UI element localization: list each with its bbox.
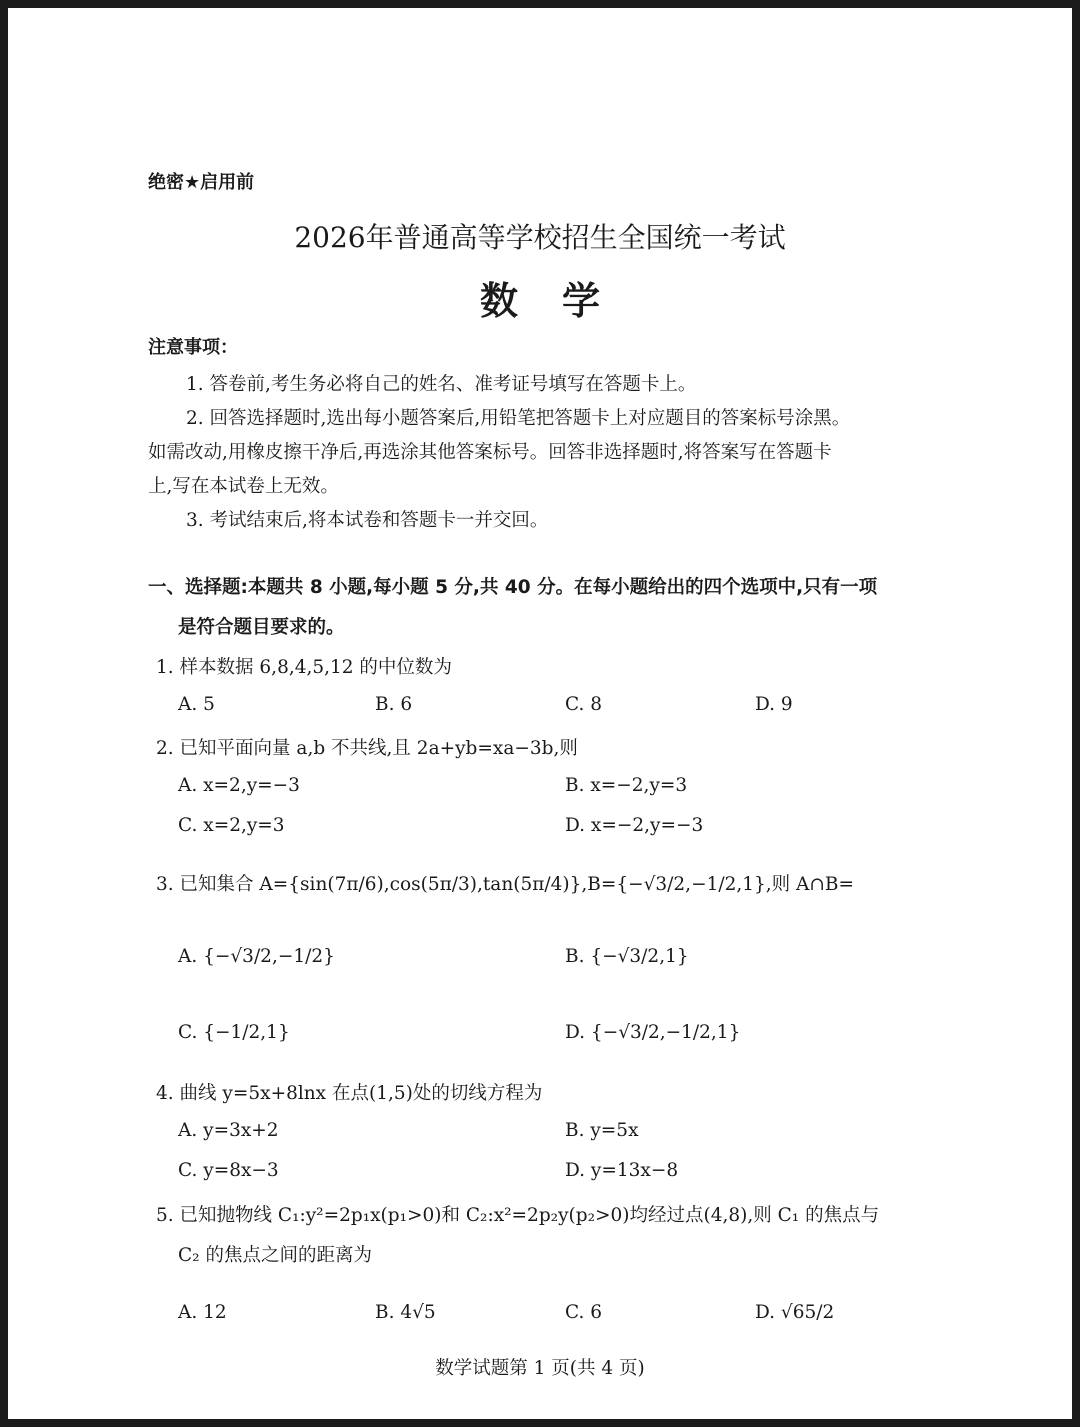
notice-item-2-cont2: 上,写在本试卷上无效。: [148, 476, 339, 497]
question-3-stem: 3. 已知集合 A={sin(7π/6),cos(5π/3),tan(5π/4)},B={−√3/2,−1/2,1},则 A∩B=: [156, 874, 854, 895]
subject-title: 数学: [479, 279, 644, 323]
q3-option-b: B. {−√3/2,1}: [565, 946, 689, 967]
notice-item-3: 3. 考试结束后,将本试卷和答题卡一并交回。: [186, 510, 549, 531]
secret-label: 绝密★启用前: [148, 172, 255, 193]
q5-option-d: D. √65/2: [755, 1302, 835, 1323]
question-2-stem: 2. 已知平面向量 a,b 不共线,且 2a+yb=xa−3b,则: [156, 738, 578, 759]
q1-option-d: D. 9: [755, 694, 793, 715]
question-4-stem: 4. 曲线 y=5x+8lnx 在点(1,5)处的切线方程为: [156, 1083, 543, 1104]
q4-option-a: A. y=3x+2: [178, 1120, 279, 1141]
notice-item-2-cont: 如需改动,用橡皮擦干净后,再选涂其他答案标号。回答非选择题时,将答案写在答题卡: [148, 442, 832, 463]
q3-option-d: D. {−√3/2,−1/2,1}: [565, 1022, 741, 1043]
section-heading: 一、选择题:本题共 8 小题,每小题 5 分,共 40 分。在每小题给出的四个选项中,只有一项: [148, 577, 878, 598]
q4-option-d: D. y=13x−8: [565, 1160, 679, 1181]
q1-option-b: B. 6: [375, 694, 413, 715]
q4-option-c: C. y=8x−3: [178, 1160, 279, 1181]
exam-title: 2026年普通高等学校招生全国统一考试: [294, 221, 786, 254]
q2-option-a: A. x=2,y=−3: [178, 775, 300, 796]
q1-option-c: C. 8: [565, 694, 603, 715]
question-1-stem: 1. 样本数据 6,8,4,5,12 的中位数为: [156, 657, 452, 678]
exam-page: [8, 8, 1072, 1419]
q5-option-b: B. 4√5: [375, 1302, 436, 1323]
q3-option-c: C. {−1/2,1}: [178, 1022, 290, 1043]
q3-option-a: A. {−√3/2,−1/2}: [178, 946, 335, 967]
section-heading-cont: 是符合题目要求的。: [178, 617, 345, 638]
question-5-stem-cont: C₂ 的焦点之间的距离为: [178, 1245, 372, 1266]
page-footer: 数学试题第 1 页(共 4 页): [435, 1358, 645, 1379]
q2-option-b: B. x=−2,y=3: [565, 775, 688, 796]
notice-title: 注意事项：: [148, 337, 238, 358]
q5-option-c: C. 6: [565, 1302, 603, 1323]
q4-option-b: B. y=5x: [565, 1120, 639, 1141]
q5-option-a: A. 12: [178, 1302, 227, 1323]
question-5-stem: 5. 已知抛物线 C₁:y²=2p₁x(p₁>0)和 C₂:x²=2p₂y(p₂>0)均经过点(4,8),则 C₁ 的焦点与: [156, 1205, 880, 1226]
notice-item-2: 2. 回答选择题时,选出每小题答案后,用铅笔把答题卡上对应题目的答案标号涂黑。: [186, 408, 851, 429]
notice-item-1: 1. 答卷前,考生务必将自己的姓名、准考证号填写在答题卡上。: [186, 374, 697, 395]
q2-option-c: C. x=2,y=3: [178, 815, 285, 836]
q1-option-a: A. 5: [178, 694, 215, 715]
q2-option-d: D. x=−2,y=−3: [565, 815, 704, 836]
